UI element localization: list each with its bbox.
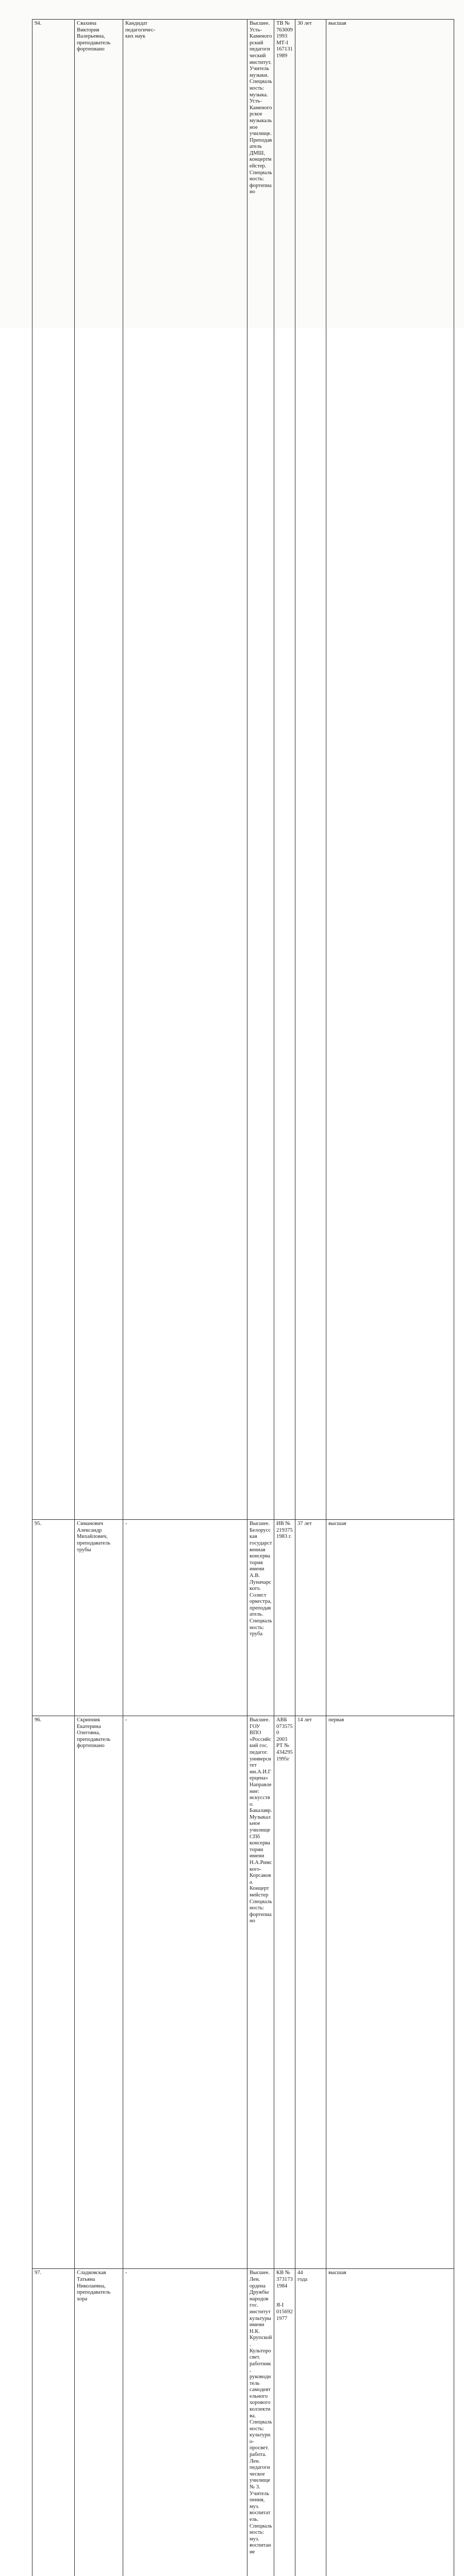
text-line: 1984 [276,2283,293,2290]
academic-degree [123,1520,247,1716]
text-line: 37 лет [297,1521,324,1528]
education [247,2269,274,2576]
text-line: педагогичес- [125,27,245,34]
category: первая [326,1716,454,2268]
text-line: РТ № [276,1743,293,1750]
text-line: самодеятельного хорового коллектива. [250,2387,272,2419]
text-line: Преподаватель ДМШ, концертмейстер. [250,138,272,170]
text-line: 44 [297,2270,324,2277]
text-line: Высшее. Белорусская государственная [250,1521,272,1553]
text-line: 30 лет [297,21,324,27]
table-row [32,20,454,1520]
text-line: 015692 [276,2309,293,2316]
text-line: Михайлович, [77,1534,121,1540]
experience [295,1520,326,1716]
text-line: 167131 [276,46,293,53]
text-line: Олеговна, [77,1730,121,1737]
text-line: Специальность: музыка. [250,79,272,98]
row-number: 94. [32,20,75,1520]
text-line [276,2296,293,2303]
diploma [274,20,295,1520]
text-line: Виктория [77,27,121,34]
text-line: 1993 [276,33,293,40]
teacher-name [75,20,123,1520]
text-line: институт. Учитель музыки. [250,60,272,79]
category: высшая [326,20,454,1520]
teacher-name [75,1520,123,1716]
text-line: Свахина [77,21,121,27]
text-line: Александр [77,1528,121,1534]
text-line: АВБ [276,1717,293,1724]
diploma [274,2269,295,2576]
text-line: 14 лет [297,1717,324,1724]
text-line: ТВ № [276,21,293,27]
text-line: фортепиано [77,46,121,53]
category: высшая [326,1520,454,1716]
text-line: 434295 [276,1750,293,1756]
text-line: 763009 [276,27,293,34]
text-line: Симанович [77,1521,121,1528]
text-line: Николаевна, [77,2283,121,2290]
text-line: 219375 [276,1528,293,1534]
text-line: Татьяна [77,2277,121,2283]
text-line: ИВ № [276,1521,293,1528]
text-line: 1995г [276,1756,293,1763]
category: высшая [326,2269,454,2576]
text-line: имени Н.А.Римского-Корсакова. [250,1853,272,1886]
teacher-name [75,1716,123,2268]
text-line: Екатерина [77,1724,121,1731]
text-line: консерватория имени А.В. Луначарского. [250,1553,272,1592]
text-line: хора [77,2296,121,2303]
document-page [0,0,464,328]
text-line: Специальность: культурно-просвет. работа. [250,2419,272,2459]
text-line: преподаватель [77,1737,121,1743]
table-row [32,1520,454,1716]
text-line: Лен. педагогическое училище № 3. Учитель [250,2459,272,2498]
text-line: Высшее. Усть-Каменогорский педагогический [250,21,272,60]
text-line: университет им.А.И.Герцена» Направление: [250,1756,272,1795]
text-line: Я-I [276,2302,293,2309]
experience [295,1716,326,2268]
text-line: КВ № [276,2270,293,2277]
text-line: Культпросвет. работник, руководитель [250,2348,272,2387]
text-line: институт культуры имени Н.К. Крупской. [250,2309,272,2348]
text-line: ких наук [125,33,245,40]
text-line: 2003 [276,1737,293,1743]
staff-table [32,19,454,2576]
text-line: Солист оркестра, преподаватель. [250,1592,272,1618]
text-line: - [125,2270,245,2277]
education [247,20,274,1520]
text-line: - [125,1521,245,1528]
text-line [276,2290,293,2296]
text-line: Скрипник [77,1717,121,1724]
text-line: воспитание [250,2543,272,2555]
text-line: года [297,2277,324,2283]
academic-degree [123,1716,247,2268]
experience [295,2269,326,2576]
text-line: Кандидат [125,21,245,27]
text-line: - [125,1717,245,1724]
row-number: 95. [32,1520,75,1716]
text-line: преподаватель [77,1540,121,1547]
teacher-name [75,2269,123,2576]
text-line: 1977 [276,2316,293,2323]
text-line: Специальность: фортепиано [250,170,272,196]
text-line: 1989 [276,53,293,60]
academic-degree [123,2269,247,2576]
text-line: Валерьевна, [77,33,121,40]
education [247,1520,274,1716]
row-number: 96. [32,1716,75,2268]
text-line: Музыкальное училище СПб консерватории [250,1815,272,1854]
education [247,1716,274,2268]
text-line: Усть-Каменогорское музыкальное училище. [250,98,272,138]
text-line: искусство. Бакалавр. [250,1795,272,1815]
text-line: Высшее. ГОУ ВПО «Российский гос. педагог. [250,1717,272,1756]
diploma [274,1716,295,2268]
text-line: Специальность: труба [250,1618,272,1638]
text-line: фортепиано [77,1743,121,1750]
text-line: МТ-I [276,40,293,47]
diploma [274,1520,295,1716]
text-line: Концертмейстер Специальность: фортепиано [250,1886,272,1925]
text-line: 373173 [276,2277,293,2283]
table-row [32,2269,454,2576]
text-line: преподаватель [77,2290,121,2296]
text-line: пения, муз. воспитатель. Специальность: муз. [250,2497,272,2543]
table-body [32,20,454,2576]
text-line: преподаватель [77,40,121,47]
text-line: Сладковская [77,2270,121,2277]
text-line: трубы [77,1547,121,1554]
experience [295,20,326,1520]
text-line: 1983 г. [276,1534,293,1540]
row-number: 97. [32,2269,75,2576]
academic-degree [123,20,247,1520]
table-row [32,1716,454,2268]
text-line: 0735750 [276,1724,293,1737]
text-line: Высшее. Лен. ордена Дружбы народов гос. [250,2270,272,2309]
